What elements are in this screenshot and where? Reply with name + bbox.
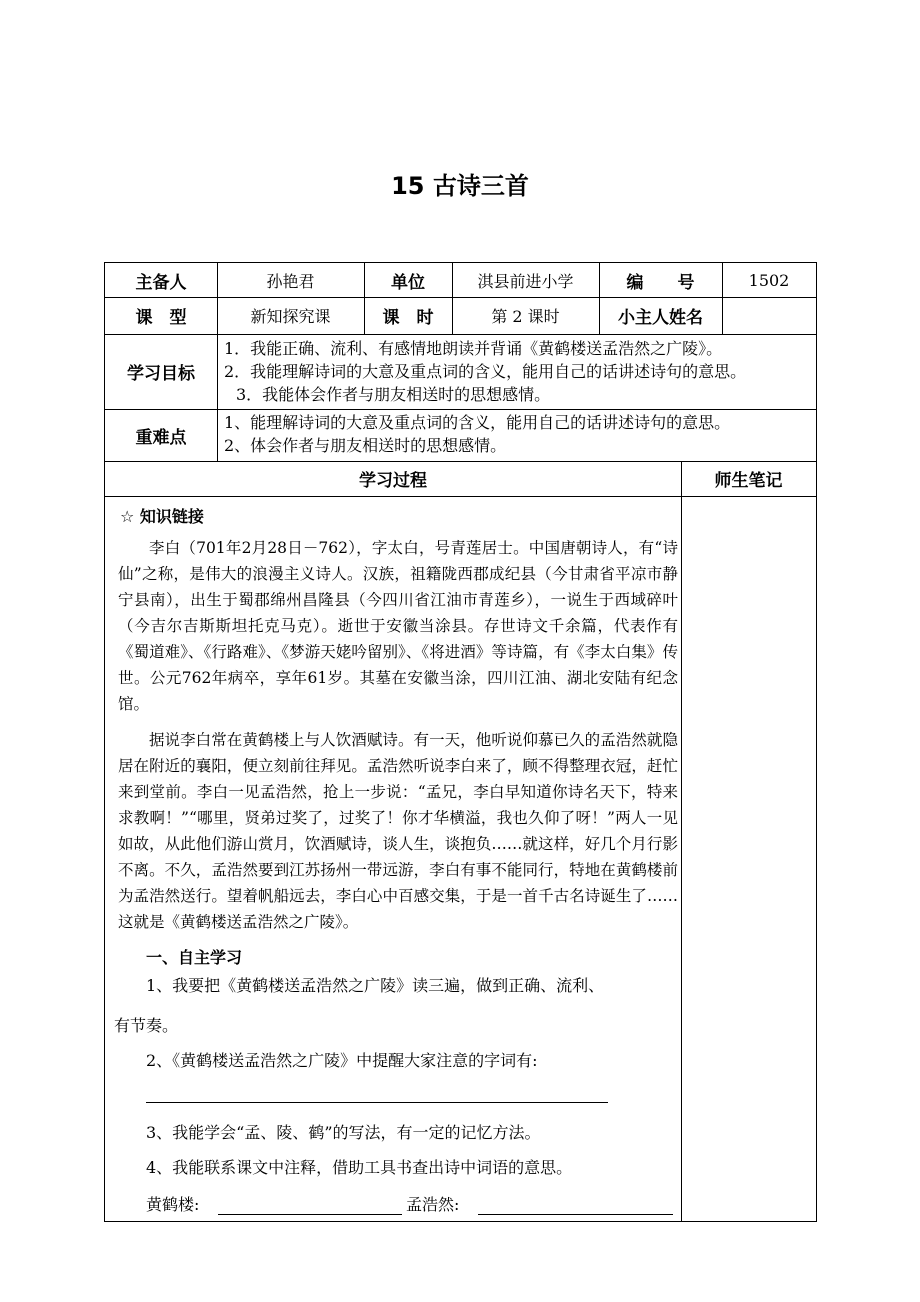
difficulties-label: 重难点	[135, 427, 187, 448]
type-value: 新知探究课	[250, 307, 331, 326]
term-2-blank[interactable]	[478, 1196, 673, 1215]
row-divider	[105, 496, 816, 497]
knowledge-paragraph-1: 李白（701年2月28日－762），字太白，号青莲居士。中国唐朝诗人，有“诗仙”之称，是伟大的浪漫主义诗人。汉族，祖籍陇西郡成纪县（今甘肃省平凉市静宁县南），出生于蜀郡绵州昌隆县（今四川省江油市青莲乡），一说生于西域碎叶（今吉尔吉斯斯坦托克马克）。逝世于安徽当涂县。存世诗文千余篇，代表作有《蜀道难》、《行路难》、《梦游天姥吟留别》、《将进酒》等诗篇，有《李太白集》传世。公元762年病卒，享年61岁。其墓在安徽当涂，四川江油、湖北安陆有纪念馆。	[118, 539, 678, 713]
number-label: 编 号	[626, 272, 695, 293]
unit-value: 淇县前进小学	[477, 271, 574, 291]
difficulty-item: 2、体会作者与朋友相送时的思想感情。	[224, 436, 507, 455]
col-divider	[681, 461, 682, 1221]
goals-label: 学习目标	[127, 364, 195, 384]
knowledge-paragraph-2: 据说李白常在黄鹤楼上与人饮酒赋诗。有一天，他听说仰慕已久的孟浩然就隐居在附近的襄阳，便立刻前往拜见。孟浩然听说李白来了，顾不得整理衣冠，赶忙来到堂前。李白一见孟浩然，抢上一步说：“孟兄，李白早知道你诗名天下，特来求教啊！”“哪里，贤弟过奖了，过奖了！你才华横溢，我也久仰了呀！”两人一见如故，从此他们游山赏月，饮酒赋诗，谈人生，谈抱负……就这样，好几个月行影不离。不久，孟浩然要到江苏扬州一带远游，李白有事不能同行，特地在黄鹤楼前为孟浩然送行。望着帆船远去，李白心中百感交集，于是一首千古名诗诞生了……这就是《黄鹤楼送孟浩然之广陵》。	[118, 731, 678, 931]
host-label: 小主人姓名	[618, 308, 703, 328]
self-study-item-3: 3、我能学会“孟、陵、鹤”的写法，有一定的记忆方法。	[146, 1123, 541, 1142]
notes-header: 师生笔记	[714, 471, 783, 491]
number-value: 1502	[748, 270, 790, 290]
self-study-item-1: 1、我要把《黄鹤楼送孟浩然之广陵》读三遍，做到正确、流利、	[146, 976, 605, 995]
process-header: 学习过程	[359, 471, 427, 491]
self-study-heading: 一、自主学习	[146, 948, 243, 967]
self-study-item-1-cont: 有节奏。	[114, 1016, 179, 1035]
goal-item: 2．我能理解诗词的大意及重点词的含义，能用自己的话讲述诗句的意思。	[224, 362, 747, 381]
term-1-blank[interactable]	[218, 1196, 402, 1215]
knowledge-heading: ☆ 知识链接	[120, 507, 204, 526]
goal-item: 1．我能正确、流利、有感情地朗读并背诵《黄鹤楼送孟浩然之广陵》。	[224, 339, 723, 358]
host-value	[722, 297, 816, 334]
term-label-1: 黄鹤楼:	[146, 1195, 200, 1214]
page-title: 15 古诗三首	[391, 172, 529, 200]
period-label: 课 时	[382, 308, 434, 328]
self-study-item-2: 2、《黄鹤楼送孟浩然之广陵》中提醒大家注意的字词有:	[146, 1051, 538, 1070]
type-label: 课 型	[135, 308, 187, 328]
difficulties-list	[224, 411, 816, 457]
unit-label: 单位	[391, 272, 425, 293]
goals-list	[224, 337, 816, 406]
preparer-value: 孙艳君	[266, 271, 315, 291]
answer-blank[interactable]	[146, 1084, 608, 1103]
goal-item: 3．我能体会作者与朋友相送时的思想感情。	[236, 385, 551, 404]
period-value: 第 2 课时	[491, 307, 560, 326]
term-label-2: 孟浩然:	[406, 1195, 460, 1214]
preparer-label: 主备人	[135, 272, 187, 293]
difficulty-item: 1、能理解诗词的大意及重点词的含义，能用自己的话讲述诗句的意思。	[224, 413, 731, 432]
self-study-item-4: 4、我能联系课文中注释，借助工具书查出诗中词语的意思。	[146, 1158, 573, 1177]
